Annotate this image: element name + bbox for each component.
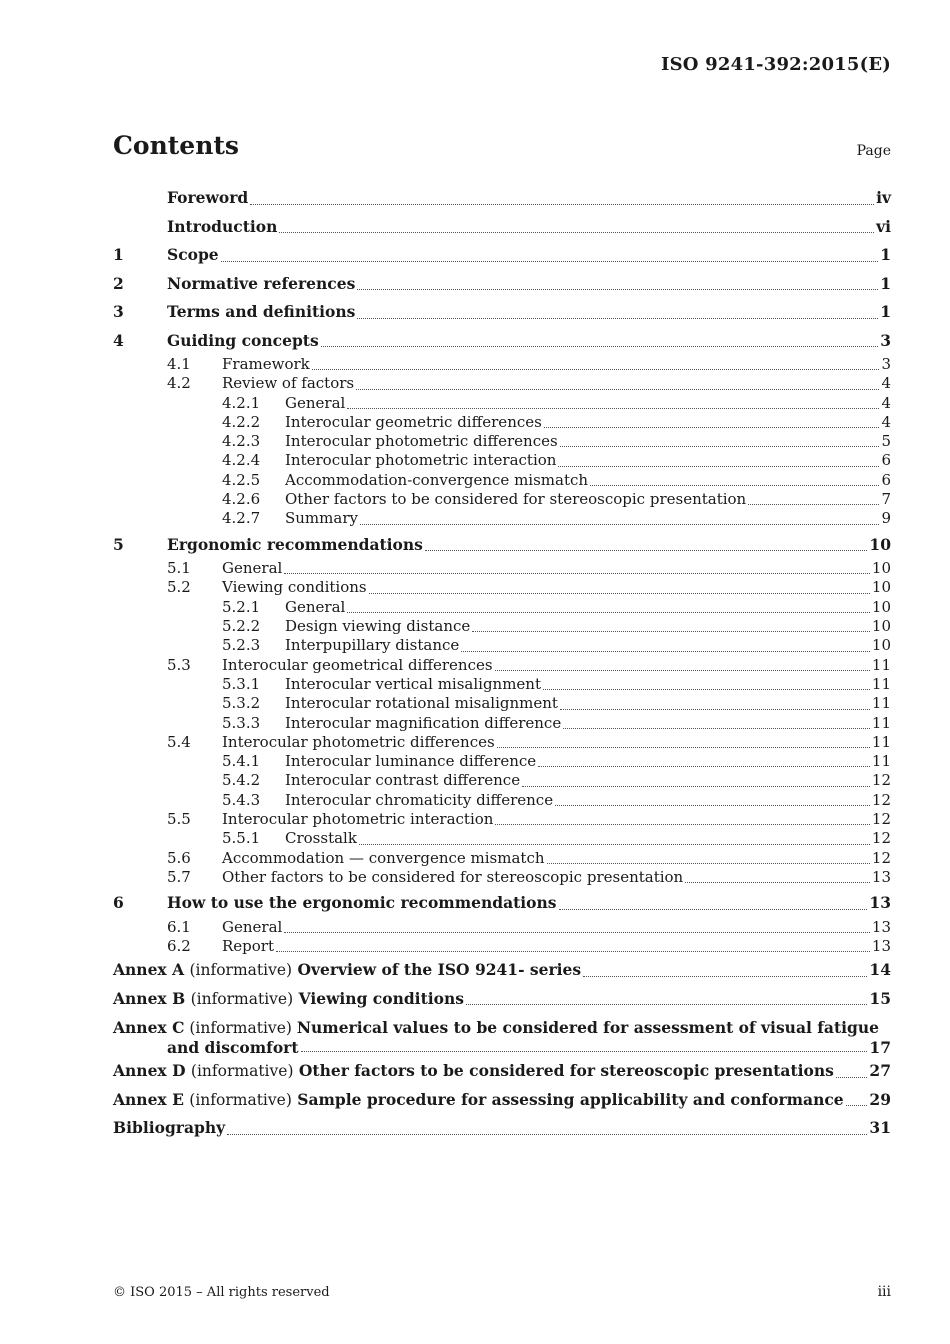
toc-entry-page: 12 <box>871 829 891 848</box>
annex-title: Other factors to be considered for stereoscopic presentations <box>298 1061 834 1081</box>
toc-entry-page: 9 <box>881 509 891 528</box>
dot-leader <box>359 843 870 845</box>
annex-title: Numerical values to be considered for assessment of visual fatigue <box>296 1018 879 1038</box>
dot-leader <box>347 611 870 613</box>
toc-entry-title: Ergonomic recommendations <box>167 534 423 554</box>
dot-leader <box>284 931 870 933</box>
toc-bibliography-entry[interactable] <box>113 1114 891 1143</box>
toc-entry[interactable] <box>113 355 891 374</box>
toc-entry[interactable] <box>113 675 891 694</box>
toc-entry[interactable] <box>113 868 891 887</box>
dot-leader <box>357 288 878 290</box>
toc-entry-page: 11 <box>871 674 891 693</box>
toc-entry[interactable] <box>113 578 891 597</box>
annex-title: Sample procedure for assessing applicability and conformance <box>297 1089 844 1109</box>
dot-leader <box>748 503 879 505</box>
toc-entry-title: Accommodation-convergence mismatch <box>285 470 589 489</box>
toc-entry-title: Normative references <box>167 273 356 293</box>
toc-entry-page: 6 <box>881 470 891 489</box>
toc-entry-page: 14 <box>869 960 891 980</box>
table-of-contents <box>113 184 891 1143</box>
dot-leader <box>560 445 880 447</box>
toc-entry-number: 4 <box>113 330 124 350</box>
toc-entry-page: 12 <box>871 848 891 867</box>
dot-leader <box>544 426 880 428</box>
toc-entry[interactable] <box>113 849 891 868</box>
bibliography-title: Bibliography <box>113 1118 226 1138</box>
toc-entry[interactable] <box>113 270 891 299</box>
dot-leader <box>227 1133 867 1135</box>
toc-entry-number: 4.2.6 <box>222 490 261 509</box>
toc-entry[interactable] <box>113 471 891 490</box>
toc-entry-page: 13 <box>871 917 891 936</box>
toc-entry-title: Scope <box>167 245 219 264</box>
toc-entry[interactable] <box>113 531 891 560</box>
toc-entry-title: Interocular rotational misalignment <box>285 694 558 713</box>
dot-leader <box>357 317 878 319</box>
toc-entry[interactable] <box>113 829 891 848</box>
dot-leader <box>547 862 870 864</box>
toc-entry-title: Terms and definitions <box>167 302 356 321</box>
toc-entry-page: 11 <box>871 655 891 674</box>
dot-leader <box>301 1050 868 1052</box>
toc-entry[interactable] <box>113 752 891 771</box>
annex-title: Viewing conditions <box>298 988 464 1008</box>
toc-entry-number: 4.2 <box>167 374 191 393</box>
toc-entry[interactable] <box>113 656 891 675</box>
page-number: iii <box>877 1284 891 1300</box>
toc-entry-title: Other factors to be considered for stereoscopic presentation <box>285 490 747 509</box>
toc-entry-page: 12 <box>871 810 891 829</box>
dot-leader <box>497 746 870 748</box>
toc-entry-page: 13 <box>871 937 891 956</box>
toc-entry-page: 4 <box>881 393 891 412</box>
toc-entry-page: 4 <box>881 374 891 393</box>
toc-entry-page: 12 <box>871 771 891 790</box>
toc-entry-title: Review of factors <box>222 374 355 393</box>
toc-entry-title: Interocular geometrical differences <box>222 655 493 674</box>
toc-entry-page: 29 <box>869 1089 891 1109</box>
dot-leader <box>555 804 870 806</box>
toc-entry-page: 10 <box>871 578 891 597</box>
toc-entry[interactable] <box>113 636 891 655</box>
toc-entry-title: Interocular luminance difference <box>285 752 537 771</box>
toc-entry[interactable] <box>113 451 891 470</box>
toc-annex-entry[interactable] <box>113 1017 891 1057</box>
copyright-notice: © ISO 2015 – All rights reserved <box>113 1285 330 1300</box>
toc-entry-number: 6.1 <box>167 917 191 936</box>
toc-entry[interactable] <box>113 918 891 937</box>
toc-entry[interactable] <box>113 771 891 790</box>
toc-entry-page: vi <box>876 216 891 236</box>
dot-leader <box>472 630 870 632</box>
toc-entry-title: Interocular photometric differences <box>285 432 558 451</box>
toc-entry-title: Interocular contrast difference <box>285 771 521 790</box>
dot-leader <box>846 1104 868 1106</box>
toc-entry-title: Framework <box>222 355 310 373</box>
toc-entry[interactable] <box>113 617 891 636</box>
toc-entry-title: Guiding concepts <box>167 330 319 350</box>
toc-entry-number: 5.3 <box>167 655 191 674</box>
toc-entry-number: 3 <box>113 302 124 321</box>
dot-leader <box>495 823 869 825</box>
dot-leader <box>522 785 870 787</box>
toc-entry-number: 5.2.2 <box>222 617 261 636</box>
toc-entry-page: 10 <box>869 534 891 554</box>
dot-leader <box>360 523 879 525</box>
toc-entry[interactable] <box>113 937 891 956</box>
toc-entry-page: 11 <box>871 732 891 751</box>
toc-entry-page: 27 <box>869 1061 891 1081</box>
toc-entry-title: Interocular chromaticity difference <box>285 790 554 809</box>
toc-entry-page: 10 <box>871 617 891 636</box>
toc-entry-title: How to use the ergonomic recommendations <box>167 893 557 913</box>
dot-leader <box>347 407 879 409</box>
toc-entry-title: Design viewing distance <box>285 617 471 636</box>
toc-entry-number: 5.4.1 <box>222 752 261 771</box>
annex-heading <box>113 985 464 1014</box>
toc-entry-title: Other factors to be considered for stereoscopic presentation <box>222 867 684 886</box>
toc-entry-number: 4.2.3 <box>222 432 261 451</box>
toc-entry-title: Interocular photometric interaction <box>285 451 557 470</box>
annex-heading <box>113 1086 844 1115</box>
toc-annex-entry[interactable] <box>113 1086 891 1115</box>
annex-line <box>113 1017 891 1038</box>
toc-entry-title: General <box>222 917 283 936</box>
toc-entry-page: 1 <box>880 273 891 293</box>
dot-leader <box>284 572 870 574</box>
toc-entry[interactable] <box>113 714 891 733</box>
annex-title: Overview of the ISO 9241- series <box>297 960 582 980</box>
toc-annex-entry[interactable] <box>113 985 891 1014</box>
toc-entry-number: 5.5.1 <box>222 829 261 848</box>
toc-entry[interactable] <box>113 791 891 810</box>
toc-entry-number: 4.1 <box>167 355 191 373</box>
toc-entry-title: Interocular photometric differences <box>222 732 495 751</box>
toc-entry-number: 1 <box>113 245 124 264</box>
dot-leader <box>425 549 868 551</box>
annex-informative: (informative) <box>189 961 293 980</box>
toc-entry-number: 5.4.3 <box>222 790 261 809</box>
toc-entry[interactable] <box>113 432 891 451</box>
dot-leader <box>250 203 874 205</box>
toc-entry-page: 13 <box>869 893 891 913</box>
toc-entry-title: Crosstalk <box>285 829 357 848</box>
dot-leader <box>276 950 870 952</box>
annex-informative: (informative) <box>190 989 294 1008</box>
toc-entry-page: 10 <box>871 636 891 655</box>
dot-leader <box>560 708 870 710</box>
dot-leader <box>559 908 868 910</box>
toc-entry-title: Interocular geometric differences <box>285 412 542 431</box>
toc-entry-page: 6 <box>881 451 891 470</box>
page-column-label: Page <box>856 143 891 159</box>
dot-leader <box>563 727 870 729</box>
toc-entry[interactable] <box>113 394 891 413</box>
toc-entry-title: General <box>285 393 346 412</box>
toc-entry-title: Interpupillary distance <box>285 636 460 655</box>
toc-entry-number: 2 <box>113 273 124 293</box>
toc-entry-title: General <box>285 597 346 616</box>
dot-leader <box>583 975 867 977</box>
toc-entry[interactable] <box>113 374 891 393</box>
toc-entry-page: 3 <box>880 330 891 350</box>
toc-entry-number: 5.2 <box>167 578 191 597</box>
toc-entry-number: 5.4 <box>167 732 191 751</box>
toc-entry-page: 10 <box>871 597 891 616</box>
toc-entry-page: 17 <box>869 1038 891 1058</box>
toc-entry-number: 5.4.2 <box>222 771 261 790</box>
dot-leader <box>558 465 879 467</box>
annex-informative: (informative) <box>190 1062 294 1081</box>
toc-entry-number: 5.3.2 <box>222 694 261 713</box>
toc-entry-number: 5.1 <box>167 559 191 578</box>
toc-entry-number: 5.5 <box>167 810 191 829</box>
toc-entry[interactable] <box>113 213 891 242</box>
annex-title-continued: and discomfort <box>167 1038 299 1058</box>
toc-entry-page: 11 <box>871 694 891 713</box>
toc-entry-title: Accommodation — convergence mismatch <box>222 848 545 867</box>
toc-entry[interactable] <box>113 810 891 829</box>
toc-entry-page: 7 <box>881 490 891 509</box>
toc-entry[interactable] <box>113 490 891 509</box>
toc-entry-page: 1 <box>880 245 891 264</box>
toc-entry-number: 5.6 <box>167 848 191 867</box>
annex-letter: Annex E <box>113 1089 184 1109</box>
toc-entry-number: 5.3.3 <box>222 713 261 732</box>
toc-entry-number: 4.2.4 <box>222 451 261 470</box>
toc-entry-page: 3 <box>881 355 891 373</box>
document-id: ISO 9241-392:2015(E) <box>660 54 891 75</box>
dot-leader <box>836 1076 868 1078</box>
toc-entry-title: Interocular magnification difference <box>285 713 562 732</box>
toc-entry-number: 5.2.1 <box>222 597 261 616</box>
toc-entry-title: Foreword <box>167 188 249 207</box>
toc-entry-page: 11 <box>871 713 891 732</box>
toc-entry-page: 31 <box>869 1118 891 1138</box>
toc-entry[interactable] <box>113 598 891 617</box>
annex-informative: (informative) <box>189 1019 292 1038</box>
toc-entry-page: 5 <box>881 432 891 451</box>
toc-entry-title: General <box>222 559 283 578</box>
dot-leader <box>461 650 870 652</box>
toc-entry-page: iv <box>876 188 891 207</box>
dot-leader <box>356 388 879 390</box>
toc-entry[interactable] <box>113 509 891 528</box>
dot-leader <box>685 881 870 883</box>
toc-entry-title: Interocular vertical misalignment <box>285 674 541 693</box>
toc-entry[interactable] <box>113 298 891 327</box>
toc-entry-title: Report <box>222 937 275 956</box>
toc-entry-number: 4.2.5 <box>222 470 261 489</box>
toc-entry-number: 6.2 <box>167 937 191 956</box>
dot-leader <box>590 484 879 486</box>
toc-entry-page: 11 <box>871 752 891 771</box>
toc-entry-page: 4 <box>881 412 891 431</box>
toc-entry-page: 12 <box>871 790 891 809</box>
toc-entry-number: 6 <box>113 893 124 913</box>
toc-entry-number: 4.2.7 <box>222 509 261 528</box>
dot-leader <box>321 345 879 347</box>
toc-entry[interactable] <box>113 694 891 713</box>
toc-entry[interactable] <box>113 559 891 578</box>
annex-heading <box>113 1057 834 1086</box>
annex-letter: Annex D <box>113 1061 186 1081</box>
toc-entry-page: 10 <box>871 559 891 578</box>
toc-entry[interactable] <box>113 184 891 213</box>
toc-entry-number: 5 <box>113 534 124 554</box>
toc-entry-page: 13 <box>871 867 891 886</box>
toc-entry-title: Introduction <box>167 216 278 236</box>
dot-leader <box>279 231 874 233</box>
dot-leader <box>369 592 870 594</box>
contents-heading: Contents <box>113 131 240 160</box>
toc-entry-title: Interocular photometric interaction <box>222 810 494 829</box>
toc-entry-page: 15 <box>869 988 891 1008</box>
toc-entry-page: 1 <box>880 302 891 321</box>
dot-leader <box>543 688 870 690</box>
toc-entry-number: 5.3.1 <box>222 674 261 693</box>
annex-informative: (informative) <box>189 1090 292 1109</box>
toc-entry-number: 4.2.2 <box>222 412 261 431</box>
toc-entry[interactable] <box>113 327 891 356</box>
annex-line-continued <box>113 1038 891 1057</box>
toc-entry-number: 4.2.1 <box>222 393 261 412</box>
annex-heading <box>113 956 581 985</box>
annex-letter: Annex B <box>113 988 186 1008</box>
dot-leader <box>312 368 880 370</box>
toc-annex-entry[interactable] <box>113 956 891 985</box>
toc-entry[interactable] <box>113 733 891 752</box>
annex-letter: Annex A <box>113 960 185 980</box>
toc-entry-title: Viewing conditions <box>222 578 367 597</box>
toc-entry[interactable] <box>113 241 891 270</box>
toc-annex-entry[interactable] <box>113 1057 891 1086</box>
toc-entry-number: 5.2.3 <box>222 636 261 655</box>
annex-letter: Annex C <box>113 1018 185 1038</box>
dot-leader <box>495 669 870 671</box>
dot-leader <box>466 1003 867 1005</box>
toc-entry[interactable] <box>113 889 891 918</box>
toc-entry[interactable] <box>113 413 891 432</box>
dot-leader <box>538 765 870 767</box>
dot-leader <box>221 260 879 262</box>
toc-entry-title: Summary <box>285 509 358 528</box>
toc-entry-number: 5.7 <box>167 867 191 886</box>
